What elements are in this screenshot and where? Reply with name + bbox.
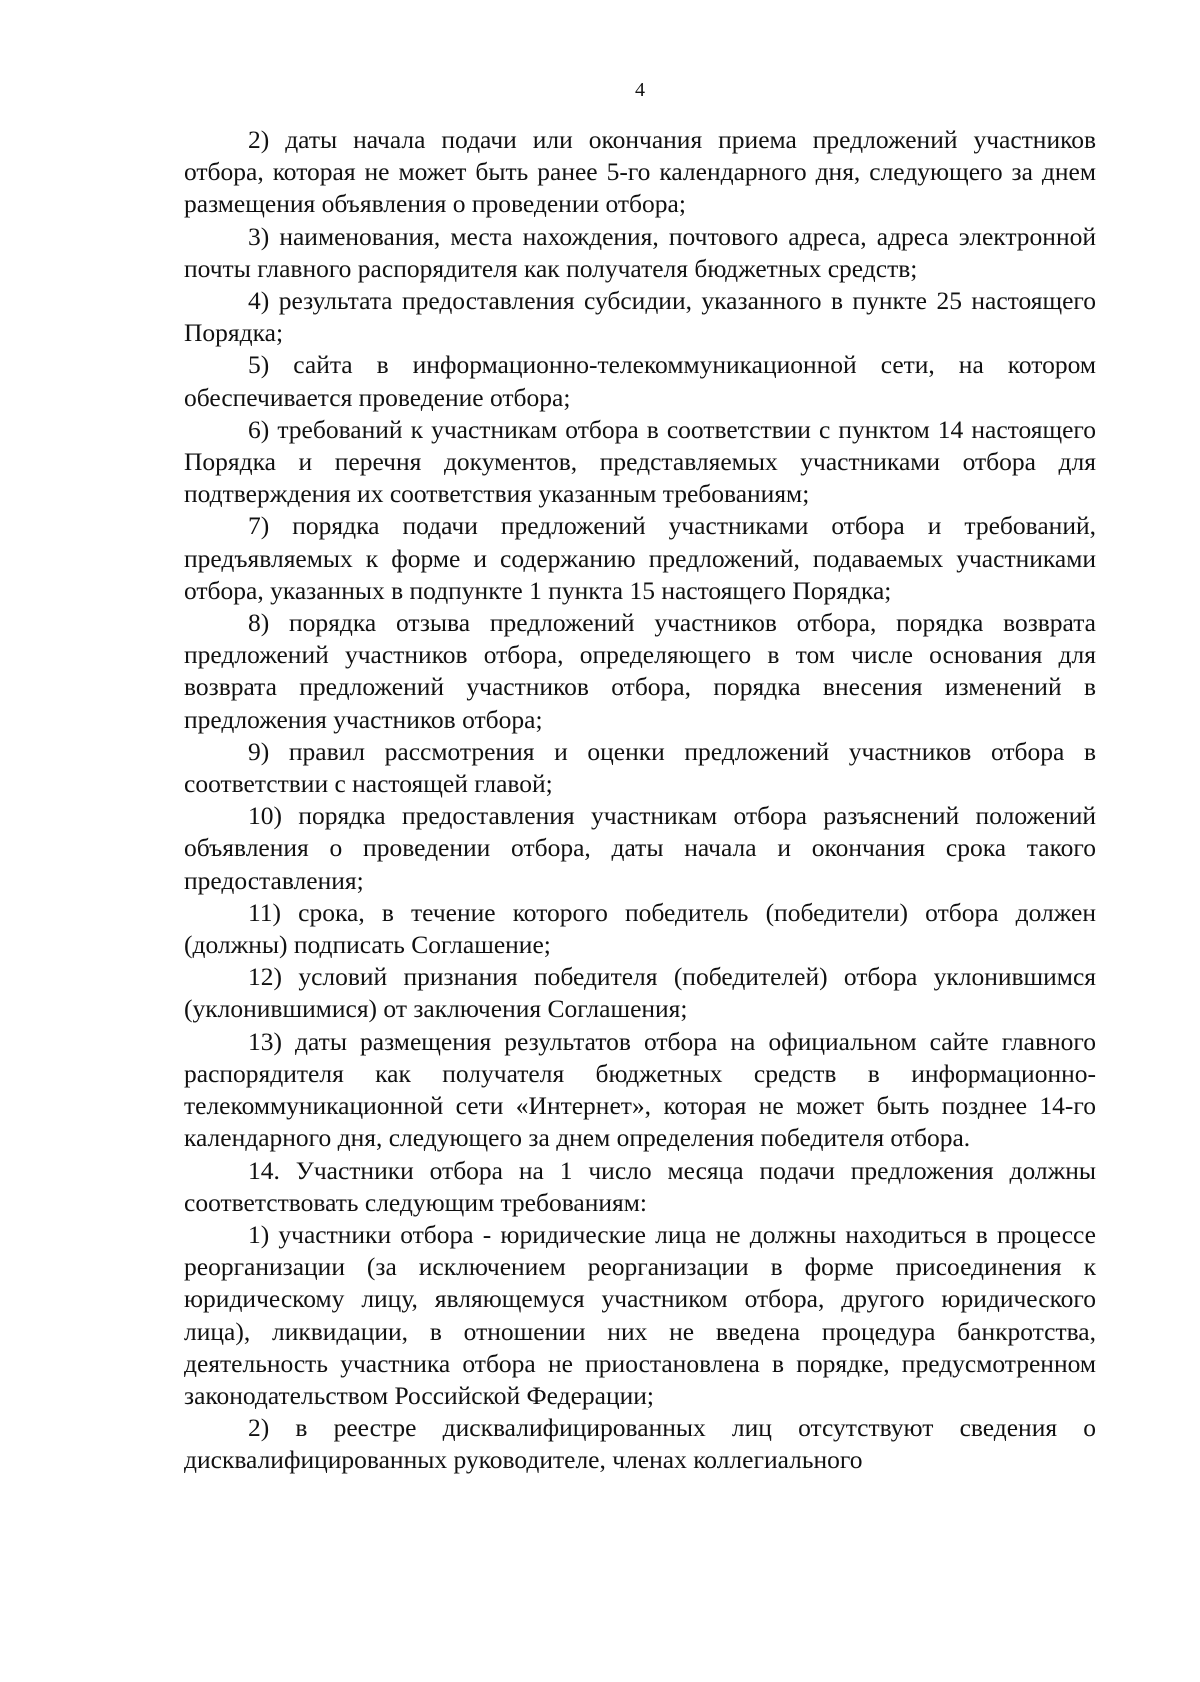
paragraph-item-4-result: 4) результата предоставления субсидии, указанного в пункте 25 настоящего Порядка; [184,286,1096,348]
paragraph-item-13-results-date: 13) даты размещения результатов отбора на официальном сайте главного распорядителя как получателя бюджетных средств в информационно-телекоммуникационной сети «Интернет», которая не может быть позднее 14-го календарного дня, следующего за днем определения победителя отбора. [184,1026,1096,1153]
paragraph-item-7-submission-order: 7) порядка подачи предложений участниками отбора и требований, предъявляемых к форме и содержанию предложений, подаваемых участниками отбора, указанных в подпункте 1 пункта 15 настоящего Порядка; [184,511,1096,605]
paragraph-item-5-website: 5) сайта в информационно-телекоммуникационной сети, на котором обеспечивается проведение отбора; [184,350,1096,412]
paragraph-item-2-disqualified-registry: 2) в реестре дисквалифицированных лиц отсутствуют сведения о дисквалифицированных руководителе, членах коллегиального [184,1413,1096,1475]
paragraph-item-9-evaluation-rules: 9) правил рассмотрения и оценки предложений участников отбора в соответствии с настоящей главой; [184,736,1096,799]
paragraph-item-8-withdrawal-order: 8) порядка отзыва предложений участников отбора, порядка возврата предложений участников отбора, определяющего в том числе основания для возврата предложений участников отбора, порядка внесения изменений в предложения участников отбора; [184,608,1096,734]
paragraph-item-10-clarifications: 10) порядка предоставления участникам отбора разъяснений положений объявления о проведении отбора, даты начала и окончания срока такого предоставления; [184,801,1096,895]
paragraph-item-6-requirements: 6) требований к участникам отбора в соответствии с пунктом 14 настоящего Порядка и перечня документов, представляемых участниками отбора для подтверждения их соответствия указанным требованиям; [184,414,1096,509]
paragraph-item-1-reorganization: 1) участники отбора - юридические лица не должны находиться в процессе реорганизации (за исключением реорганизации в форме присоединения к юридическому лицу, являющемуся участником отбора, другого юридического лица), ликвидации, в отношении них не введена процедура банкротства, деятельность участника отбора не приостановлена в порядке, предусмотренном законодательством Российской Федерации; [184,1219,1096,1410]
paragraph-point-14: 14. Участники отбора на 1 число месяца подачи предложения должны соответствовать следующим требованиям: [184,1155,1096,1217]
page-number: 4 [635,79,645,101]
paragraph-item-3-names: 3) наименования, места нахождения, почтового адреса, адреса электронной почты главного распорядителя как получателя бюджетных средств; [184,221,1096,283]
document-body [184,124,1096,1477]
paragraph-item-11-signing-term: 11) срока, в течение которого победитель (победители) отбора должен (должны) подписать Соглашение; [184,897,1096,960]
paragraph-item-12-evasion-conditions: 12) условий признания победителя (победителей) отбора уклонившимся (уклонившимися) от заключения Соглашения; [184,962,1096,1024]
paragraph-item-2-dates: 2) даты начала подачи или окончания приема предложений участников отбора, которая не может быть ранее 5-го календарного дня, следующего за днем размещения объявления о проведении отбора; [184,125,1096,219]
